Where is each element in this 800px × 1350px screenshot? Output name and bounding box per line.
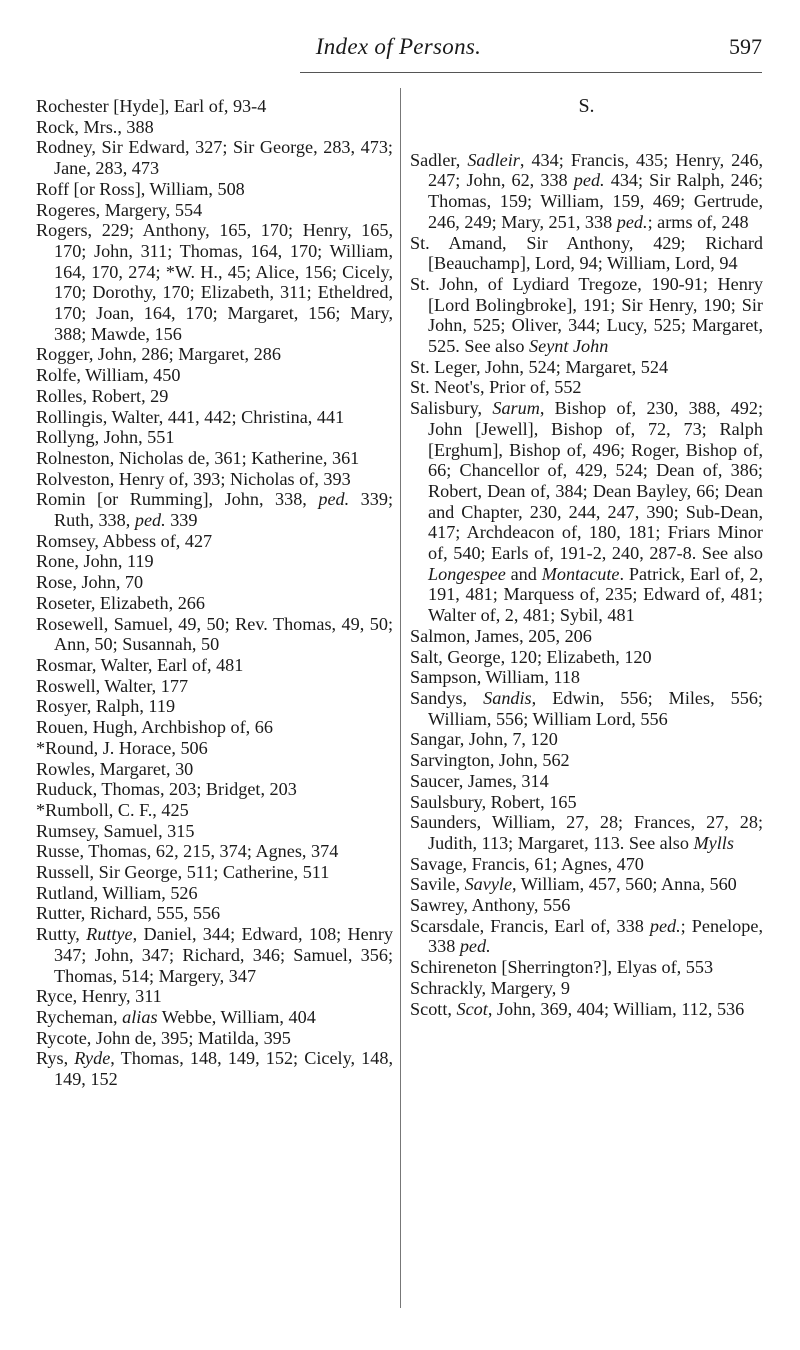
entry-text: Ryce, Henry, 311 [36, 986, 162, 1007]
index-entry [36, 344, 393, 365]
entry-text: Saucer, James, 314 [410, 770, 549, 791]
entry-text: Rollingis, Walter, 441, 442; Christina, 441 [36, 406, 345, 427]
entry-text: Schrackly, Margery, 9 [410, 977, 570, 998]
entry-text: Rys, [36, 1048, 75, 1069]
entry-text: Rutter, Richard, 555, 556 [36, 903, 221, 924]
italic-text: Ryde [74, 1048, 111, 1069]
entry-text: 339 [165, 510, 198, 531]
entry-text: Rosewell, Samuel, 49, 50; Rev. Thomas, 49, 50; Ann, 50; Susannah, 50 [36, 613, 393, 655]
entry-text: Salmon, James, 205, 206 [410, 625, 592, 646]
entry-text: Sawrey, Anthony, 556 [410, 895, 571, 916]
entry-text: Ruduck, Thomas, 203; Bridget, 203 [36, 779, 297, 800]
entry-text: Rochester [Hyde], Earl of, 93-4 [36, 96, 267, 116]
entry-text: Russe, Thomas, 62, 215, 374; Agnes, 374 [36, 841, 339, 862]
index-entry [36, 448, 393, 469]
index-entry [36, 1048, 393, 1089]
entry-text: 434; Sir Ralph, 246; Thomas, 159; William, 159, 469; Gertrude, 246, 249; Mary, 251, 338 [428, 170, 763, 232]
entry-text: 339; Ruth, 338, [54, 489, 393, 531]
entry-text: St. Leger, John, 524; Margaret, 524 [410, 356, 669, 377]
index-entry [410, 750, 763, 771]
italic-text: Ruttye [86, 924, 133, 945]
italic-text: ped. [459, 936, 491, 957]
entry-text: Roseter, Elizabeth, 266 [36, 592, 205, 613]
header-rule [300, 72, 762, 73]
entry-text: Rolles, Robert, 29 [36, 385, 169, 406]
index-entry [36, 696, 393, 717]
index-entry [36, 593, 393, 614]
entry-text: Rogers, 229; Anthony, 165, 170; Henry, 165, 170; John, 311; Thomas, 164, 170; William, 164, 170, 274; *W. H., 45; Alice, 156; Cicely, 170; Dorothy, 170; Elizabeth, 311; Etheldred, 170; Joan, 164, 170; Margaret, 156; Mary, 388; Mawde, 156 [36, 220, 393, 344]
italic-text: alias [122, 1006, 158, 1027]
index-entry [36, 1007, 393, 1028]
page-number: 597 [729, 34, 762, 59]
index-entry [36, 841, 393, 862]
index-entry [36, 407, 393, 428]
index-entry [36, 386, 393, 407]
index-entry [410, 771, 763, 792]
index-entry [36, 200, 393, 221]
entry-text: Salt, George, 120; Elizabeth, 120 [410, 646, 652, 667]
entry-text: Roff [or Ross], William, 508 [36, 178, 245, 199]
entry-text: Rolfe, William, 450 [36, 365, 181, 386]
entry-text: Sangar, John, 7, 120 [410, 729, 558, 750]
index-entry [36, 179, 393, 200]
entry-text: Salisbury, [410, 398, 493, 419]
index-entry [36, 96, 393, 117]
index-entry [410, 398, 763, 626]
entry-text: Rolneston, Nicholas de, 361; Katherine, 361 [36, 447, 360, 468]
italic-text: Savyle [464, 874, 513, 895]
entry-text: Rosmar, Walter, Earl of, 481 [36, 654, 244, 675]
index-entry [410, 647, 763, 668]
index-entry [410, 978, 763, 999]
entry-text: Rogeres, Margery, 554 [36, 199, 203, 220]
index-entry [36, 469, 393, 490]
entry-text: , Bishop of, 230, 388, 492; John [Jewell], Bishop of, 72, 73; Ralph [Erghum], Bishop of, 496; Roger, Bishop of, 66; Chancellor of, 429, 524; Dean of, 386; Robert, Dean of, 384; Dean Bayley, 66; Dean and Chapter, 230, 244, 247, 390; Sub-Dean, 417; Archdeacon of, 180, 181; Friars Minor of, 540; Earls of, 191-2, 240, 287-8. See also [428, 398, 764, 564]
index-entry [36, 1028, 393, 1049]
page-header [35, 30, 762, 66]
index-entry [410, 357, 763, 378]
index-entry [410, 688, 763, 729]
entry-text: Sadler, [410, 149, 468, 170]
italic-text: ped. [649, 915, 681, 936]
running-title: Index of Persons. [315, 34, 482, 59]
index-entry [36, 717, 393, 738]
entry-text: and [505, 563, 542, 584]
index-entry [36, 738, 393, 759]
index-entry [410, 957, 763, 978]
index-entry [410, 895, 763, 916]
index-entry [36, 800, 393, 821]
entry-text: Rycheman, [36, 1006, 123, 1027]
entry-text: ; Penelope, 338 [428, 915, 763, 957]
column-divider [400, 88, 401, 1308]
entry-text: Rowles, Margaret, 30 [36, 758, 194, 779]
entry-text: , William, 457, 560; Anna, 560 [512, 874, 737, 895]
index-entry [36, 903, 393, 924]
entry-text: *Rumboll, C. F., 425 [36, 799, 189, 820]
entry-text: ; arms of, 248 [647, 211, 749, 232]
index-entry [410, 999, 763, 1020]
italic-text: ped. [573, 170, 605, 191]
entry-text: Rycote, John de, 395; Matilda, 395 [36, 1027, 291, 1048]
entry-text: Rutty, [36, 924, 87, 945]
index-entry [36, 883, 393, 904]
index-entry [36, 531, 393, 552]
entry-text: Rock, Mrs., 388 [36, 116, 154, 137]
index-entry [36, 676, 393, 697]
italic-text: ped. [318, 489, 350, 510]
index-entry [36, 779, 393, 800]
index-entry [36, 821, 393, 842]
entry-text: Rose, John, 70 [36, 572, 144, 593]
index-entry [410, 274, 763, 357]
italic-text: Seynt John [529, 336, 609, 357]
entry-text: Rodney, Sir Edward, 327; Sir George, 283, 473; Jane, 283, 473 [36, 137, 393, 179]
entry-text: Saulsbury, Robert, 165 [410, 791, 577, 812]
italic-text: ped. [134, 510, 166, 531]
index-entry [36, 551, 393, 572]
index-entry [36, 427, 393, 448]
index-entry [410, 626, 763, 647]
entry-text: Rosyer, Ralph, 119 [36, 696, 176, 717]
left-column [36, 96, 393, 1090]
italic-text: Sarum [492, 398, 540, 419]
entry-text: . Patrick, Earl of, 2, 191, 481; Marquess of, 235; Edward of, 481; Walter of, 2, 481; Sybil, 481 [428, 563, 763, 626]
entry-text: , Edwin, 556; Miles, 556; William, 556; William Lord, 556 [428, 687, 763, 729]
entry-text: Scarsdale, Francis, Earl of, 338 [410, 915, 650, 936]
italic-text: Sadleir [467, 149, 520, 170]
index-entry [36, 489, 393, 530]
entry-text: Rumsey, Samuel, 315 [36, 820, 195, 841]
entry-text: Rone, John, 119 [36, 551, 154, 572]
entry-text: Romsey, Abbess of, 427 [36, 530, 213, 551]
index-entry [36, 759, 393, 780]
section-letter: S. [578, 95, 595, 117]
entry-text: Savile, [410, 874, 465, 895]
entry-text: Scott, [410, 998, 457, 1019]
entry-text: Rollyng, John, 551 [36, 427, 175, 448]
entry-text: Sampson, William, 118 [410, 667, 581, 688]
italic-text: Scot [456, 998, 488, 1019]
entry-text: St. John, of Lydiard Tregoze, 190-91; Henry [Lord Bolingbroke], 191; Sir Henry, 190; Sir John, 525; Oliver, 344; Lucy, 525; Margaret, 525. See also [410, 273, 763, 357]
index-entry [36, 862, 393, 883]
entry-text: Rolveston, Henry of, 393; Nicholas of, 393 [36, 468, 351, 489]
index-entry [410, 667, 763, 688]
entry-text: St. Neot's, Prior of, 552 [410, 377, 582, 398]
index-entry [410, 729, 763, 750]
entry-text: , 434; Francis, 435; Henry, 246, 247; John, 62, 338 [428, 149, 763, 191]
entry-text: Saunders, William, 27, 28; Frances, 27, 28; Judith, 113; Margaret, 113. See also [410, 812, 763, 853]
index-entry [410, 854, 763, 875]
italic-text: ped. [616, 211, 648, 232]
index-entry [36, 655, 393, 676]
index-entry [36, 137, 393, 178]
index-entry [410, 874, 763, 895]
index-entry [410, 812, 763, 853]
index-entry [36, 572, 393, 593]
entry-text: *Round, J. Horace, 506 [36, 737, 208, 758]
entry-text: Roswell, Walter, 177 [36, 675, 189, 696]
entry-text: , Thomas, 148, 149, 152; Cicely, 148, 149, 152 [54, 1048, 393, 1090]
entry-text: Romin [or Rumming], John, 338, [36, 489, 319, 510]
entry-text: , John, 369, 404; William, 112, 536 [487, 998, 745, 1019]
italic-text: Montacute [541, 563, 620, 584]
index-entry [36, 117, 393, 138]
italic-text: Mylls [693, 832, 734, 853]
index-entry [36, 924, 393, 986]
index-entry [36, 986, 393, 1007]
entry-text: St. Amand, Sir Anthony, 429; Richard [Beauchamp], Lord, 94; William, Lord, 94 [410, 232, 763, 274]
entry-text: Schireneton [Sherrington?], Elyas of, 553 [410, 957, 714, 978]
index-entry [36, 614, 393, 655]
entry-text: Sarvington, John, 562 [410, 750, 570, 771]
entry-text: Savage, Francis, 61; Agnes, 470 [410, 853, 644, 874]
entry-text: Webbe, William, 404 [157, 1006, 316, 1027]
entry-text: Rogger, John, 286; Margaret, 286 [36, 344, 281, 365]
italic-text: Sandis [483, 687, 532, 708]
entry-text: Sandys, [410, 687, 484, 708]
entry-text: Russell, Sir George, 511; Catherine, 511 [36, 862, 330, 883]
italic-text: Longespee [428, 563, 506, 584]
index-entry [36, 220, 393, 344]
index-entry [410, 377, 763, 398]
index-entry [36, 365, 393, 386]
index-entry [410, 792, 763, 813]
index-entry [410, 916, 763, 957]
entry-text: Rutland, William, 526 [36, 882, 198, 903]
entry-text: Rouen, Hugh, Archbishop of, 66 [36, 717, 273, 738]
index-entry [410, 150, 763, 233]
right-column [410, 96, 763, 1019]
index-entry [410, 233, 763, 274]
entry-text: , Daniel, 344; Edward, 108; Henry 347; John, 347; Richard, 346; Samuel, 356; Thomas, 514; Margery, 347 [54, 924, 393, 986]
